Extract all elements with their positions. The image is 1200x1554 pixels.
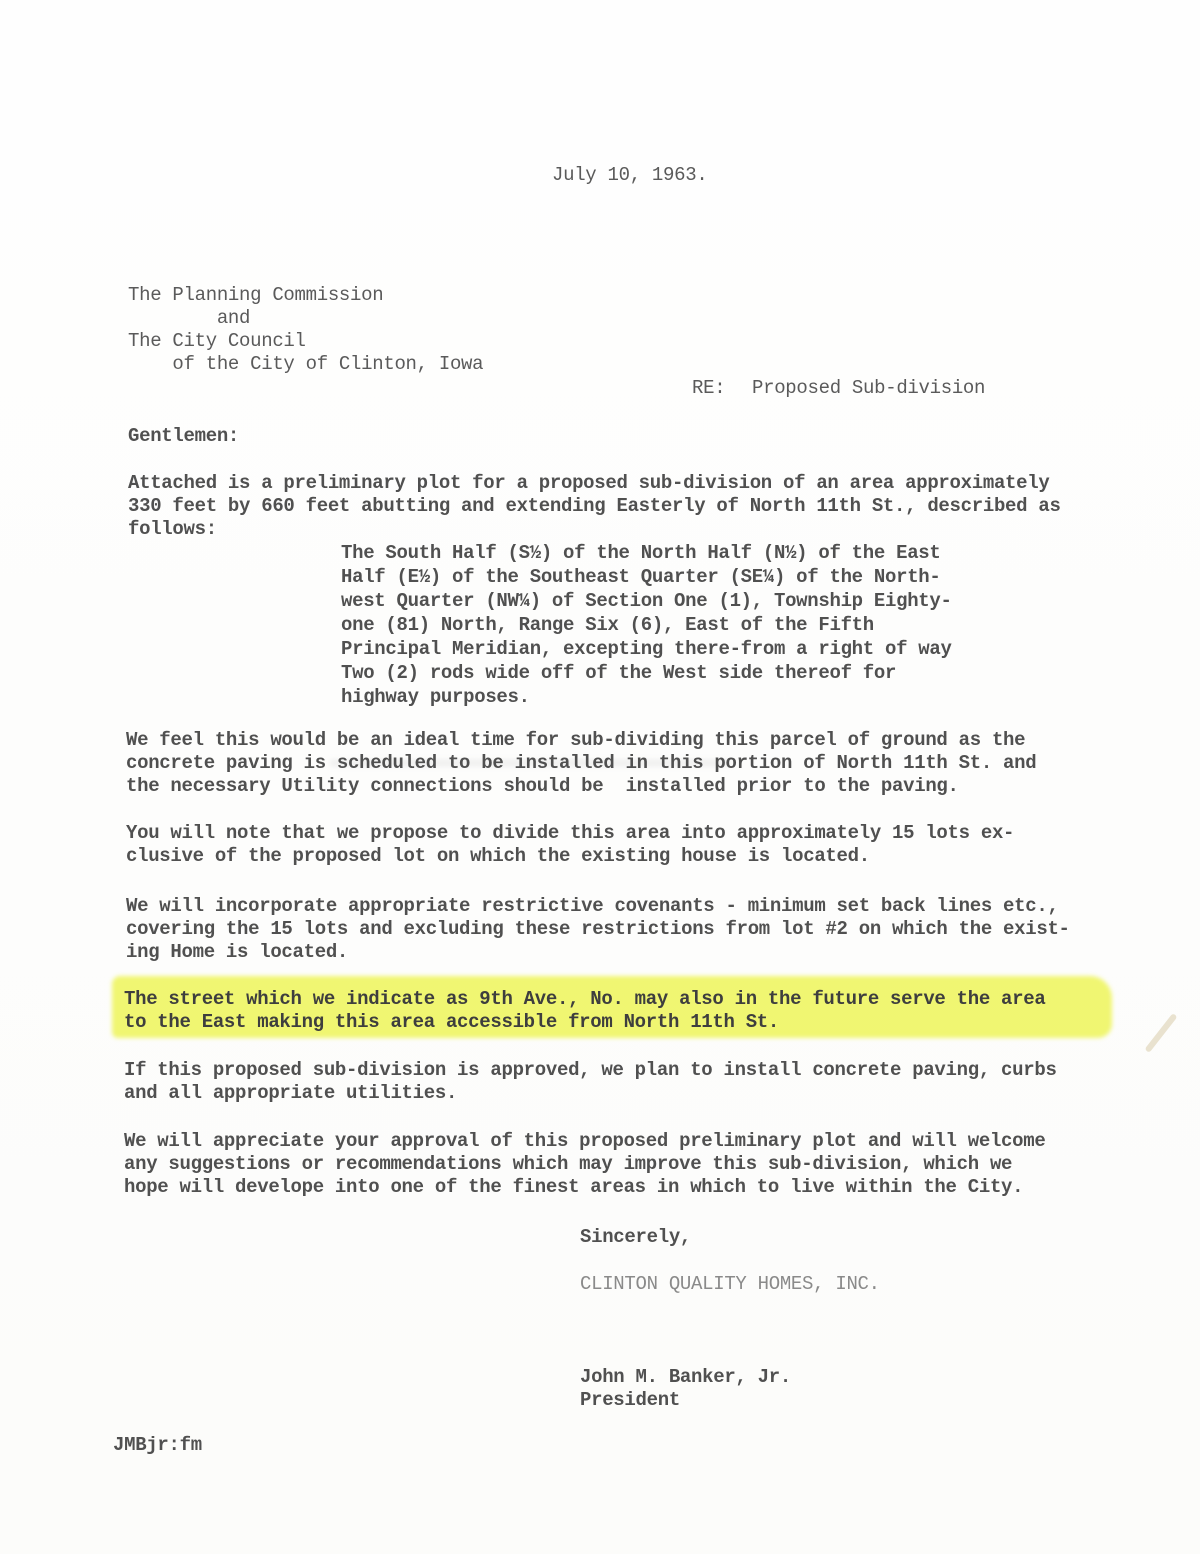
legal-line: west Quarter (NW¼) of Section One (1), Township Eighty-: [341, 590, 952, 612]
paragraph-line: and all appropriate utilities.: [124, 1082, 458, 1104]
paragraph-line: ing Home is located.: [126, 941, 349, 963]
signer-title: President: [580, 1389, 680, 1411]
addressee-line: The Planning Commission: [128, 284, 384, 306]
paragraph-line: to the East making this area accessible from North 11th St.: [124, 1011, 780, 1033]
legal-line: Half (E½) of the Southeast Quarter (SE¼) of the North-: [341, 566, 941, 588]
paragraph-line: any suggestions or recommendations which may improve this sub-division, which we: [124, 1153, 1013, 1175]
legal-line: The South Half (S½) of the North Half (N½) of the East: [341, 542, 941, 564]
paragraph-line: covering the 15 lots and excluding these restrictions from lot #2 on which the exist-: [126, 918, 1070, 940]
paragraph-line: follows:: [128, 518, 217, 540]
company-name: CLINTON QUALITY HOMES, INC.: [580, 1273, 880, 1295]
paragraph-line: 330 feet by 660 feet abutting and extending Easterly of North 11th St., described as: [128, 495, 1061, 517]
legal-line: Two (2) rods wide off of the West side thereof for: [341, 662, 897, 684]
paragraph-line: We will appreciate your approval of this proposed preliminary plot and will welcome: [124, 1130, 1046, 1152]
paragraph-line: clusive of the proposed lot on which the existing house is located.: [126, 845, 870, 867]
letter-date: July 10, 1963.: [552, 164, 708, 186]
paragraph-line: hope will develope into one of the finest areas in which to live within the City.: [124, 1176, 1024, 1198]
paragraph-line: The street which we indicate as 9th Ave., No. may also in the future serve the area: [124, 988, 1046, 1010]
paragraph-line: We will incorporate appropriate restrictive covenants - minimum set back lines etc.,: [126, 895, 1059, 917]
legal-line: highway purposes.: [341, 686, 530, 708]
paper-mark: [1144, 1013, 1177, 1053]
legal-line: Principal Meridian, excepting there-from a right of way: [341, 638, 952, 660]
closing: Sincerely,: [580, 1226, 692, 1248]
legal-line: one (81) North, Range Six (6), East of the Fifth: [341, 614, 874, 636]
paragraph-line: You will note that we propose to divide this area into approximately 15 lots ex-: [126, 822, 1015, 844]
re-label: RE:: [692, 377, 726, 399]
addressee-line: The City Council: [128, 330, 306, 352]
signer-name: John M. Banker, Jr.: [580, 1366, 791, 1388]
paragraph-line: We feel this would be an ideal time for sub-dividing this parcel of ground as the: [126, 729, 1026, 751]
reference-initials: JMBjr:fm: [113, 1434, 202, 1456]
salutation: Gentlemen:: [128, 425, 240, 447]
addressee-line: of the City of Clinton, Iowa: [128, 353, 484, 375]
paragraph-line: the necessary Utility connections should be installed prior to the paving.: [126, 775, 959, 797]
re-subject: Proposed Sub-division: [752, 377, 986, 399]
paragraph-line: concrete paving is scheduled to be installed in this portion of North 11th St. and: [126, 752, 1037, 774]
addressee-line: and: [128, 307, 251, 329]
paragraph-line: Attached is a preliminary plot for a proposed sub-division of an area approximately: [128, 472, 1050, 494]
paragraph-line: If this proposed sub-division is approved, we plan to install concrete paving, curbs: [124, 1059, 1057, 1081]
